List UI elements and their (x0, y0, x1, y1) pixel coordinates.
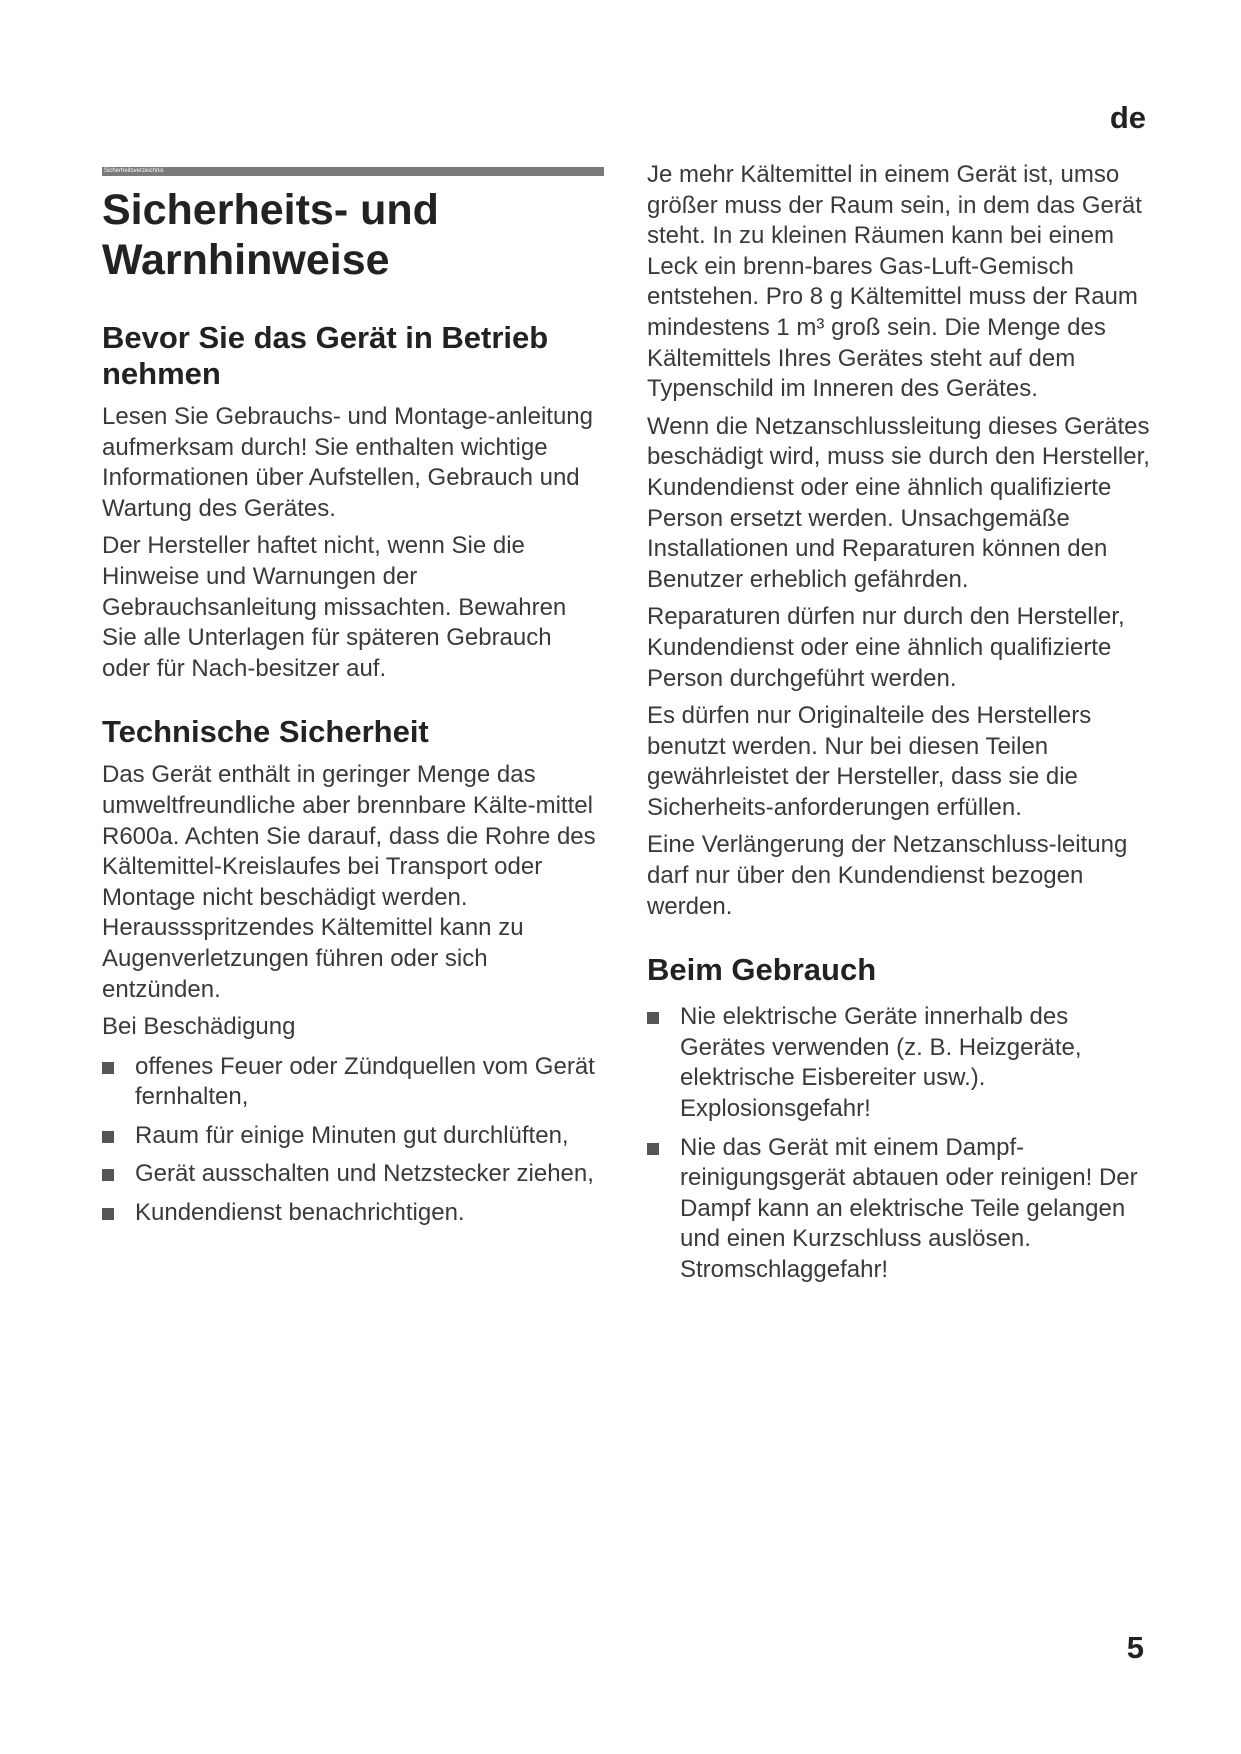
list-item: Kundendienst benachrichtigen. (102, 1198, 604, 1229)
paragraph-on-damage: Bei Beschädigung (102, 1013, 296, 1041)
square-bullet-icon (102, 1169, 114, 1181)
left-column (102, 320, 604, 1229)
heading-technical-safety: Technische Sicherheit (102, 714, 429, 750)
paragraph-refrigerant: Das Gerät enthält in geringer Menge das umweltfreundliche aber brennbare Kälte-mittel R600a. Achten Sie darauf, dass die Rohre des Kältemittel-Kreislaufes bei Transport oder Montage nicht beschädigt werden. Heraussspritzendes Kältemittel kann zu Augenverletzungen führen oder sich entzünden. (102, 761, 596, 1003)
paragraph-read-instructions: Lesen Sie Gebrauchs- und Montage-anleitung aufmerksam durch! Sie enthalten wichtige Informationen über Aufstellen, Gebrauch und Wartung des Gerätes. (102, 403, 593, 522)
list-item: offenes Feuer oder Zündquellen vom Gerät fernhalten, (102, 1052, 604, 1113)
page-title: Sicherheits- und Warnhinweise (102, 186, 439, 284)
list-item: Gerät ausschalten und Netzstecker ziehen, (102, 1159, 604, 1190)
paragraph-manufacturer-liability: Der Hersteller haftet nicht, wenn Sie die Hinweise und Warnungen der Gebrauchsanleitung missachten. Bewahren Sie alle Unterlagen für späteren Gebrauch oder für Nach-besitzer auf. (102, 532, 567, 682)
section-bar (102, 167, 604, 176)
section-bar-label: Sicherheitsverzeichnis (104, 168, 164, 174)
square-bullet-icon (102, 1062, 114, 1074)
use-bullet-list (647, 1002, 1152, 1285)
heading-before-use: Bevor Sie das Gerät in Betrieb nehmen (102, 320, 549, 391)
list-item: Nie elektrische Geräte innerhalb des Gerätes verwenden (z. B. Heizgeräte, elektrische Eisbereiter usw.). Explosionsgefahr! (647, 1002, 1152, 1124)
language-code: de (1109, 100, 1146, 135)
damage-bullet-list (102, 1052, 604, 1229)
page-number: 5 (1126, 1630, 1144, 1665)
heading-during-use: Beim Gebrauch (647, 952, 877, 988)
square-bullet-icon (102, 1131, 114, 1143)
square-bullet-icon (647, 1143, 659, 1155)
list-item: Nie das Gerät mit einem Dampf-reinigungsgerät abtauen oder reinigen! Der Dampf kann an elektrische Teile gelangen und einen Kurzschluss auslösen. Stromschlaggefahr! (647, 1133, 1152, 1286)
paragraph-power-cord: Wenn die Netzanschlussleitung dieses Gerätes beschädigt wird, muss sie durch den Hersteller, Kundendienst oder eine ähnlich qualifizierte Person ersetzt werden. Unsachgemäße Installationen und Reparaturen können den Benutzer erheblich gefährden. (647, 412, 1150, 593)
right-column (647, 160, 1152, 1286)
square-bullet-icon (102, 1208, 114, 1220)
paragraph-repairs: Reparaturen dürfen nur durch den Hersteller, Kundendienst oder eine ähnlich qualifizierte Person durchgeführt werden. (647, 603, 1125, 692)
square-bullet-icon (647, 1012, 659, 1024)
paragraph-extension-cord: Eine Verlängerung der Netzanschluss-leitung darf nur über den Kundendienst bezogen werden. (647, 831, 1128, 920)
paragraph-original-parts: Es dürfen nur Originalteile des Herstellers benutzt werden. Nur bei diesen Teilen gewährleistet der Hersteller, dass sie die Sicherheits-anforderungen erfüllen. (647, 702, 1092, 821)
list-item: Raum für einige Minuten gut durchlüften, (102, 1121, 604, 1152)
paragraph-room-size: Je mehr Kältemittel in einem Gerät ist, umso größer muss der Raum sein, in dem das Gerät steht. In zu kleinen Räumen kann bei einem Leck ein brenn-bares Gas-Luft-Gemisch entstehen. Pro 8 g Kältemittel muss der Raum mindestens 1 m³ groß sein. Die Menge des Kältemittels Ihres Gerätes steht auf dem Typenschild im Inneren des Gerätes. (647, 161, 1142, 403)
